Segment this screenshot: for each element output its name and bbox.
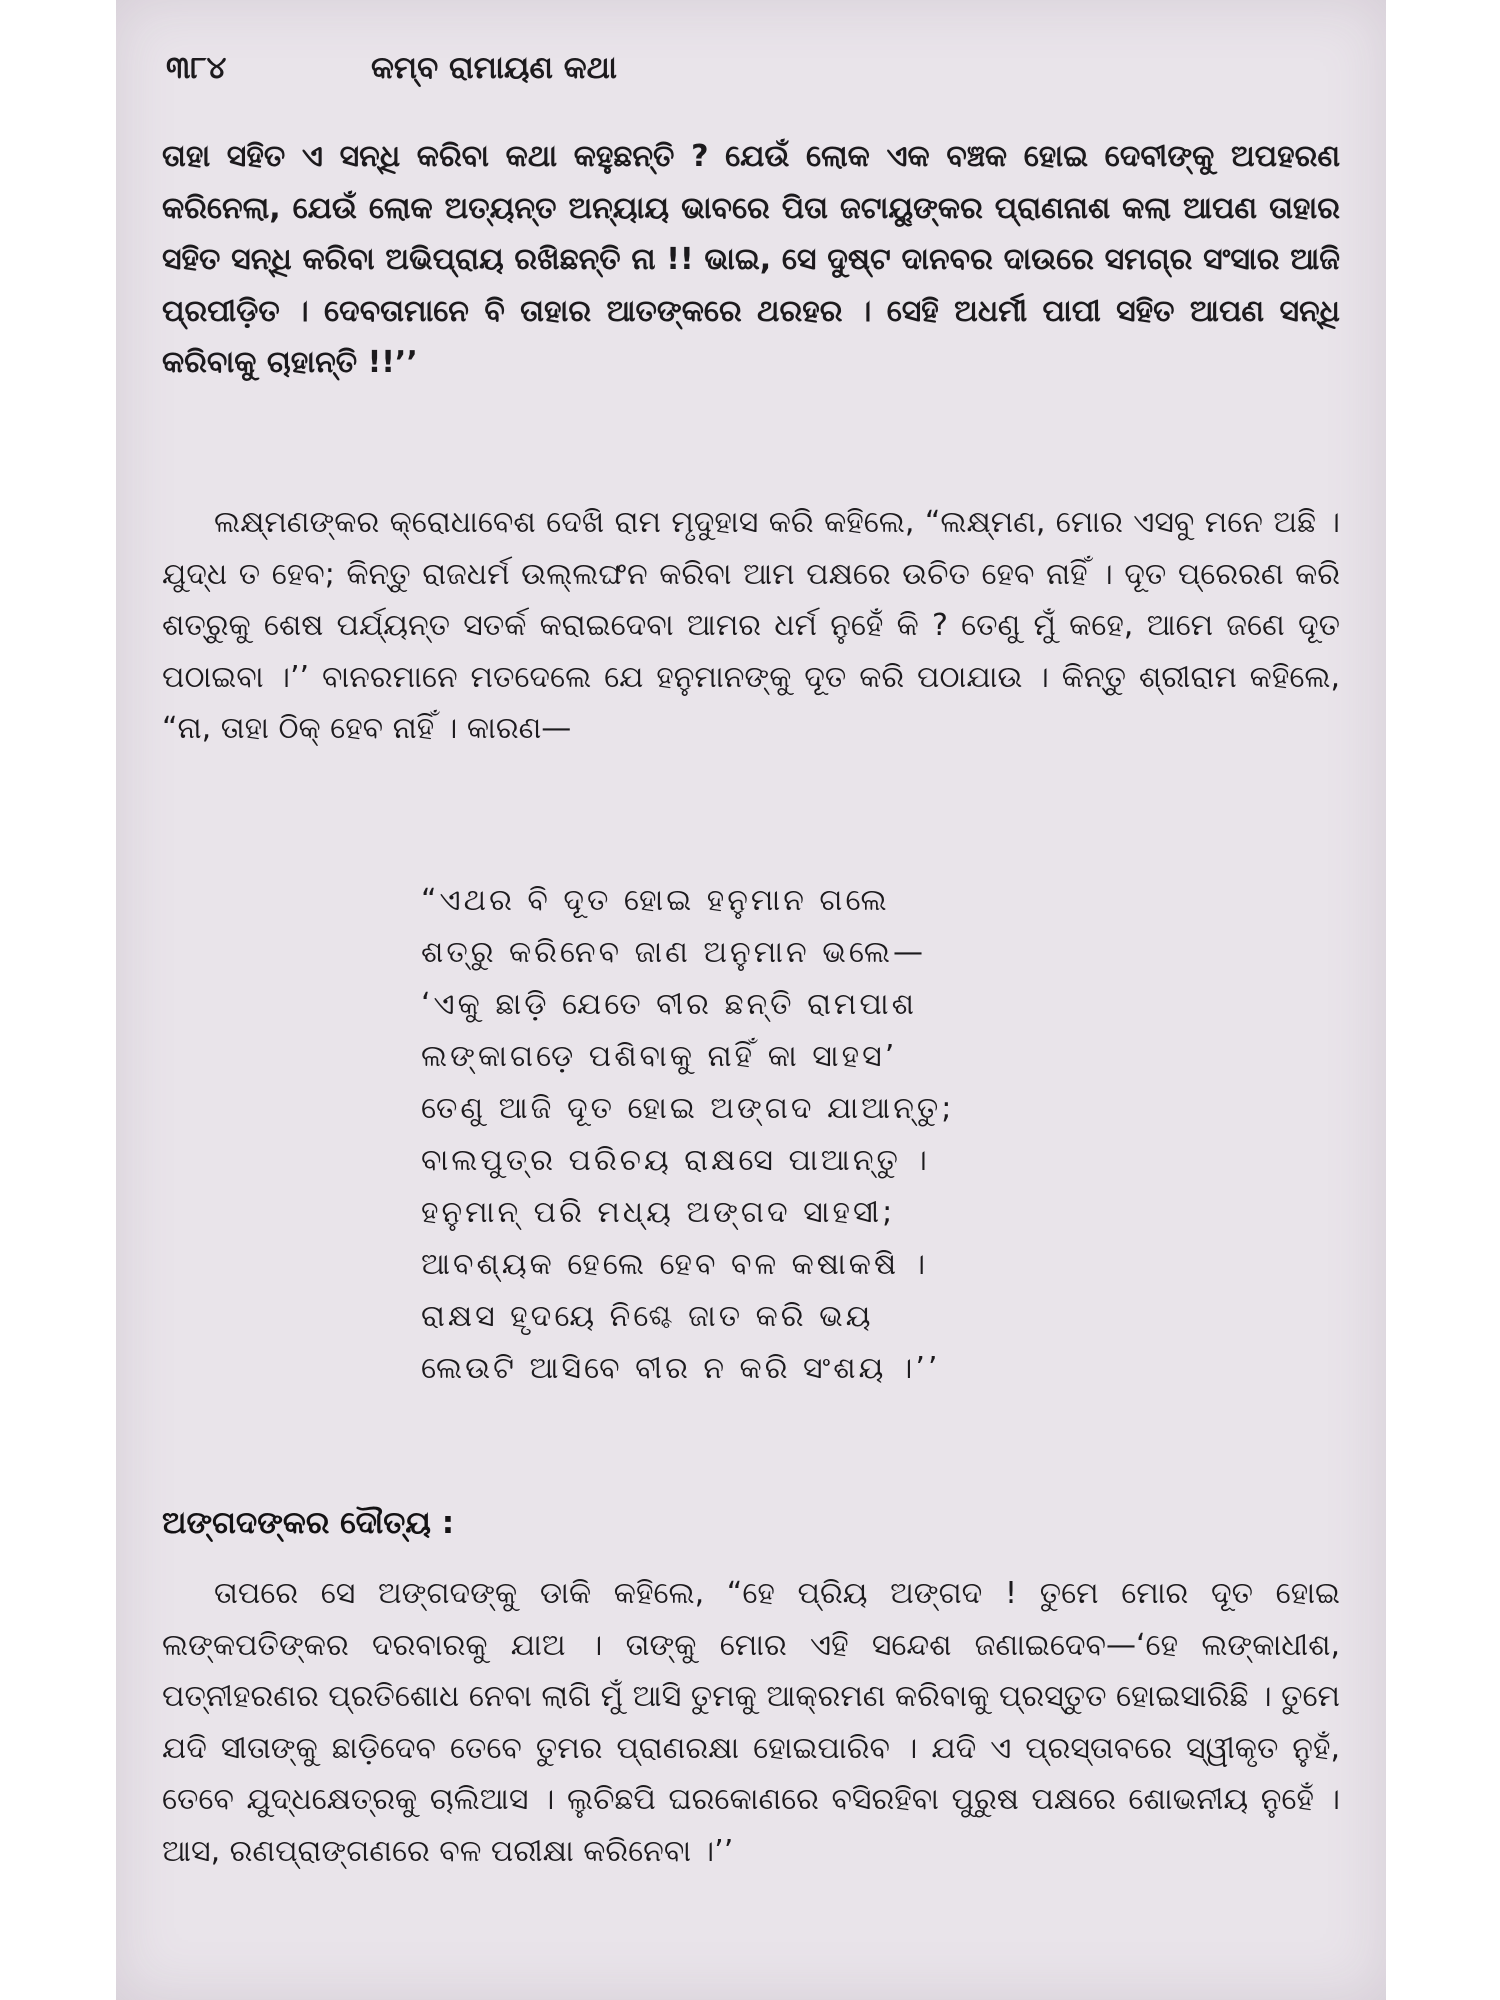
verse-line: “ଏଥର ବି ଦୂତ ହୋଇ ହନୁମାନ ଗଲେ	[421, 883, 890, 918]
verse-line: ଶତ୍ରୁ କରିନେବ ଜାଣ ଅନୁମାନ ଭଲେ—	[421, 935, 926, 970]
page-header	[166, 50, 1336, 100]
page-number: ୩୮୪	[166, 50, 227, 86]
paragraph: ଲକ୍ଷ୍ମଣଙ୍କର କ୍ରୋଧାବେଶ ଦେଖି ରାମ ମୃଦୁହାସ କରି କହିଲେ, “ଲକ୍ଷ୍ମଣ, ମୋର ଏସବୁ ମନେ ଅଛି । ଯୁଦ୍ଧ ତ ହେବ; କିନ୍ତୁ ରାଜଧର୍ମ ଉଲ୍ଲଙ୍ଘନ କରିବା ଆମ ପକ୍ଷରେ ଉଚିତ ହେବ ନାହିଁ । ଦୂତ ପ୍ରେରଣ କରି ଶତ୍ରୁକୁ ଶେଷ ପର୍ଯ୍ୟନ୍ତ ସତର୍କ କରାଇଦେବା ଆମର ଧର୍ମ ନୁହେଁ କି ? ତେଣୁ ମୁଁ କହେ, ଆମେ ଜଣେ ଦୂତ ପଠାଇବା ।’’ ବାନରମାନେ ମତଦେଲେ ଯେ ହନୁମାନଙ୍କୁ ଦୂତ କରି ପଠାଯାଉ । କିନ୍ତୁ ଶ୍ରୀରାମ କହିଲେ, “ନା, ତାହା ଠିକ୍ ହେବ ନାହିଁ । କାରଣ—	[162, 505, 1340, 747]
verse-line: ତେଣୁ ଆଜି ଦୂତ ହୋଇ ଅଙ୍ଗଦ ଯାଆନ୍ତୁ;	[421, 1091, 955, 1126]
opening-paragraph-block	[162, 131, 1340, 389]
verse-line: ହନୁମାନ୍ ପରି ମଧ୍ୟ ଅଙ୍ଗଦ ସାହସୀ;	[421, 1195, 896, 1230]
book-page	[116, 0, 1386, 2000]
paragraph: ତାହା ସହିତ ଏ ସନ୍ଧି କରିବା କଥା କହୁଛନ୍ତି ? ଯେଉଁ ଲୋକ ଏକ ବଞ୍ଚକ ହୋଇ ଦେବୀଙ୍କୁ ଅପହରଣ କରିନେଲା, ଯେଉଁ ଲୋକ ଅତ୍ୟନ୍ତ ଅନ୍ୟାୟ ଭାବରେ ପିତା ଜଟାୟୁଙ୍କର ପ୍ରାଣନାଶ କଲା ଆପଣ ତାହାର ସହିତ ସନ୍ଧି କରିବା ଅଭିପ୍ରାୟ ରଖିଛନ୍ତି ନା !! ଭାଇ, ସେ ଦୁଷ୍ଟ ଦାନବର ଦାଉରେ ସମଗ୍ର ସଂସାର ଆଜି ପ୍ରପୀଡ଼ିତ । ଦେବତାମାନେ ବି ତାହାର ଆତଙ୍କରେ ଥରହର । ସେହି ଅଧର୍ମୀ ପାପୀ ସହିତ ଆପଣ ସନ୍ଧି କରିବାକୁ ଚାହାନ୍ତି !!’’	[162, 139, 1340, 381]
paragraph: ତାପରେ ସେ ଅଙ୍ଗଦଙ୍କୁ ଡାକି କହିଲେ, “ହେ ପ୍ରିୟ ଅଙ୍ଗଦ ! ତୁମେ ମୋର ଦୂତ ହୋଇ ଲଙ୍କପତିଙ୍କର ଦରବାରକୁ ଯାଅ । ତାଙ୍କୁ ମୋର ଏହି ସନ୍ଦେଶ ଜଣାଇଦେବ—‘ହେ ଲଙ୍କାଧୀଶ, ପତ୍ନୀହରଣର ପ୍ରତିଶୋଧ ନେବା ଲାଗି ମୁଁ ଆସି ତୁମକୁ ଆକ୍ରମଣ କରିବାକୁ ପ୍ରସ୍ତୁତ ହୋଇସାରିଛି । ତୁମେ ଯଦି ସୀତାଙ୍କୁ ଛାଡ଼ିଦେବ ତେବେ ତୁମର ପ୍ରାଣରକ୍ଷା ହୋଇପାରିବ । ଯଦି ଏ ପ୍ରସ୍ତାବରେ ସ୍ୱୀକୃତ ନୁହଁ, ତେବେ ଯୁଦ୍ଧକ୍ଷେତ୍ରକୁ ଚାଲିଆସ । ଲୁଚିଛପି ଘରକୋଣରେ ବସିରହିବା ପୁରୁଷ ପକ୍ଷରେ ଶୋଭନୀୟ ନୁହେଁ । ଆସ, ରଣପ୍ରାଙ୍ଗଣରେ ବଳ ପରୀକ୍ଷା କରିନେବା ।’’	[162, 1576, 1340, 1869]
section-heading: ଅଙ୍ଗଦଙ୍କର ଦୌତ୍ୟ :	[162, 1505, 455, 1541]
second-paragraph-block	[162, 497, 1340, 755]
verse-line: ଲେଉଟି ଆସିବେ ବୀର ନ କରି ସଂଶୟ ।’’	[421, 1351, 941, 1386]
verse-line: ଲଙ୍କାଗଡ଼େ ପଶିବାକୁ ନାହିଁ କା ସାହସ’	[421, 1039, 898, 1074]
verse-block	[421, 875, 1081, 1395]
verse-line: ରାକ୍ଷସ ହୃଦୟେ ନିଶ୍ଚେ ଜାତ କରି ଭୟ	[421, 1299, 874, 1334]
closing-paragraph-block	[162, 1568, 1340, 1878]
verse-line: ଆବଶ୍ୟକ ହେଲେ ହେବ ବଳ କଷାକଷି ।	[421, 1247, 929, 1282]
verse-line: ‘ଏକୁ ଛାଡ଼ି ଯେତେ ବୀର ଛନ୍ତି ରାମପାଶ	[421, 987, 917, 1022]
verse-line: ବାଲପୁତ୍ର ପରିଚୟ ରାକ୍ଷସେ ପାଆନ୍ତୁ ।	[421, 1143, 930, 1178]
running-title: କମ୍ବ ରାମାୟଣ କଥା	[371, 50, 617, 86]
